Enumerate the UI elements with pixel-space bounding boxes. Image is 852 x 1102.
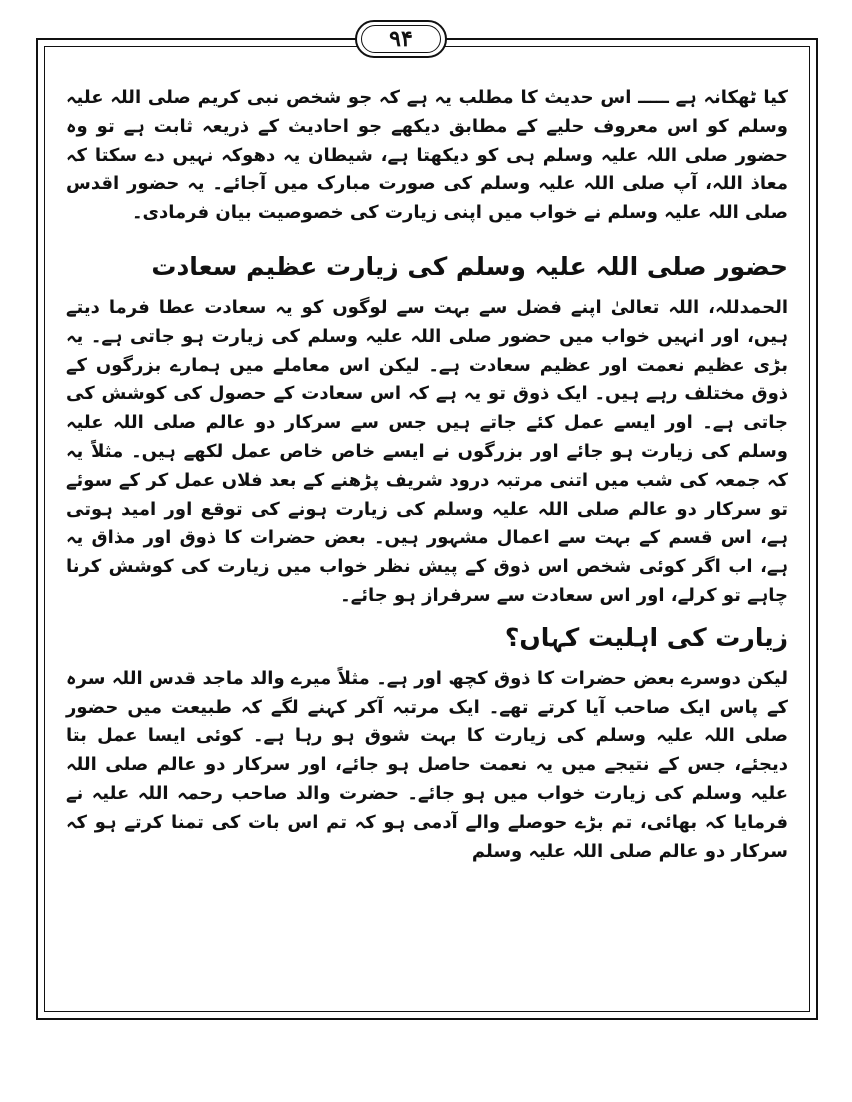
page-content bbox=[66, 84, 788, 866]
paragraph-2: الحمدللہ، اللہ تعالیٰ اپنے فضل سے بہت سے لوگوں کو یہ سعادت عطا فرما دیتے ہیں، اور انہیں خواب میں حضور صلی اللہ علیہ وسلم کی زیارت ہو جاتی ہے۔ یہ بڑی عظیم نعمت اور عظیم سعادت ہے۔ لیکن اس معاملے میں ہمارے بزرگوں کے ذوق مختلف رہے ہیں۔ ایک ذوق تو یہ ہے کہ اس سعادت کے حصول کی کوشش کی جاتی ہے۔ اور ایسے عمل کئے جاتے ہیں جس سے سرکار دو عالم صلی اللہ علیہ وسلم کی زیارت ہو جائے اور بزرگوں نے ایسے خاص خاص عمل لکھے ہیں۔ مثلاً یہ کہ جمعہ کی شب میں اتنی مرتبہ درود شریف پڑھنے کے بعد فلاں عمل کر کے سوئے تو سرکار دو عالم صلی اللہ علیہ وسلم کی زیارت ہونے کی توقع اور امید ہوتی ہے، اس قسم کے بہت سے اعمال مشہور ہیں۔ بعض حضرات کا ذوق اور مذاق یہ ہے، اب اگر کوئی شخص اس ذوق کے پیش نظر خواب میں زیارت کی کوشش کرنا چاہے تو کرلے، اور اس سعادت سے سرفراز ہو جائے۔ bbox=[66, 296, 788, 606]
page-number: ۹۴ bbox=[389, 26, 413, 52]
section-heading-1: حضور صلی اللہ علیہ وسلم کی زیارت عظیم سعادت bbox=[151, 251, 788, 281]
section-heading-2: زیارت کی اہلیت کہاں؟ bbox=[504, 622, 788, 652]
page-number-badge bbox=[355, 20, 447, 58]
paragraph-3: لیکن دوسرے بعض حضرات کا ذوق کچھ اور ہے۔ مثلاً میرے والد ماجد قدس اللہ سرہ کے پاس ایک صاحب آیا کرتے تھے۔ ایک مرتبہ آکر کہنے لگے کہ طبیعت میں حضور صلی اللہ علیہ وسلم کی زیارت کا بہت شوق ہو رہا ہے۔ کوئی ایسا عمل بتا دیجئے، جس کے نتیجے میں یہ نعمت حاصل ہو جائے، اور سرکار دو عالم صلی اللہ علیہ وسلم کی زیارت خواب میں ہو جائے۔ حضرت والد صاحب رحمہ اللہ علیہ نے فرمایا کہ بھائی، تم بڑے حوصلے والے آدمی ہو کہ تم اس بات کی تمنا کرتے ہو کہ سرکار دو عالم صلی اللہ علیہ وسلم bbox=[66, 667, 788, 862]
paragraph-1: کیا ٹھکانہ ہے ـــــ اس حدیث کا مطلب یہ ہے کہ جو شخص نبی کریم صلی اللہ علیہ وسلم کو اس معروف حلیے کے مطابق دیکھے جو احادیث کے ذریعہ ثابت ہے تو وہ حضور صلی اللہ علیہ وسلم ہی کو دیکھتا ہے، شیطان یہ دھوکہ نہیں دے سکتا کہ معاذ اللہ، آپ صلی اللہ علیہ وسلم کی صورت مبارک میں آجائے۔ یہ حضور اقدس صلی اللہ علیہ وسلم نے خواب میں اپنی زیارت کی خصوصیت بیان فرمادی۔ bbox=[66, 87, 788, 224]
